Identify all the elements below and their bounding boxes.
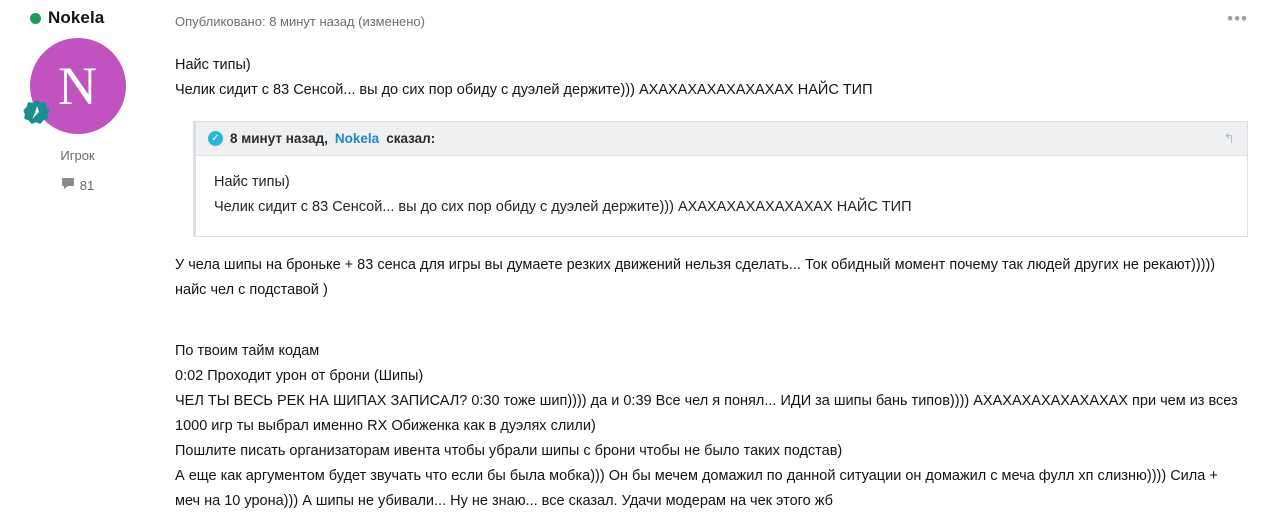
quote-author-link[interactable]: Nokela bbox=[334, 131, 380, 146]
post-options-icon[interactable]: ••• bbox=[1227, 9, 1248, 28]
speech-bubble-icon bbox=[61, 177, 75, 193]
post-body-middle bbox=[175, 253, 1248, 303]
author-name-row[interactable] bbox=[0, 8, 155, 28]
quote-block bbox=[193, 121, 1248, 237]
author-title: Игрок bbox=[60, 148, 95, 163]
post-header bbox=[175, 9, 1248, 29]
post-body-bottom bbox=[175, 339, 1248, 514]
post-body-line: Пошлите писать организаторам ивента чтобы убрали шипы с брони чтобы не было таких подстав) bbox=[175, 443, 843, 459]
post-body-line: меч на 10 урона))) А шипы не убивали... Ну не знаю... все сказал. Удачи модерам на чек этого жб bbox=[175, 493, 833, 509]
post-body-line: По твоим тайм кодам bbox=[175, 343, 320, 359]
author-message-count[interactable] bbox=[0, 177, 155, 193]
post-body-spacer bbox=[175, 303, 1248, 333]
post-body-line: А еще как аргументом будет звучать что если бы была мобка))) Он бы мечем домажил по данной ситуации он домажил с меча фулл хп слизню)))) Сила + bbox=[175, 468, 1218, 484]
quote-body bbox=[196, 156, 1247, 236]
quote-line: Найс типы) bbox=[214, 174, 290, 190]
post-body-top bbox=[175, 53, 1248, 103]
quote-line: Челик сидит с 83 Сенсой... вы до сих пор обиду с дуэлей держите))) АХАХАХАХАХАХАХАХ НАЙС ТИП bbox=[214, 199, 912, 215]
quote-header bbox=[196, 122, 1247, 156]
post-body-line: У чела шипы на броньке + 83 сенса для игры вы думаете резких движений нельзя сделать... Ток обидный момент почему так людей других не рекают))))) bbox=[175, 257, 1216, 273]
avatar-wrap bbox=[30, 38, 126, 134]
post-body-line: ЧЕЛ ТЫ ВЕСЬ РЕК НА ШИПАХ ЗАПИСАЛ? 0:30 тоже шип)))) да и 0:39 Все чел я понял... ИДИ за шипы бань типов)))) АХАХАХАХАХАХАХАХ при чем из всез bbox=[175, 393, 1238, 409]
post-body-line: 0:02 Проходит урон от брони (Шипы) bbox=[175, 368, 424, 384]
author-name[interactable]: Nokela bbox=[48, 8, 105, 27]
post-content-column bbox=[155, 0, 1270, 514]
check-circle-icon: ✓ bbox=[208, 131, 223, 146]
post-body-line: Челик сидит с 83 Сенсой... вы до сих пор обиду с дуэлей держите))) АХАХАХАХАХАХАХАХ НАЙС ТИП bbox=[175, 82, 873, 98]
post-body-line: Найс типы) bbox=[175, 57, 251, 73]
post-timestamp: Опубликовано: 8 минут назад (изменено) bbox=[175, 14, 425, 29]
shield-badge-icon bbox=[22, 98, 52, 128]
quote-said-label: сказал: bbox=[386, 131, 436, 146]
quote-header-left bbox=[208, 131, 435, 146]
post-body-line: 1000 игр ты выбрал именно RX Обиженка как в дуэлях слили) bbox=[175, 418, 596, 434]
online-status-icon bbox=[30, 13, 41, 24]
post-author-column bbox=[0, 0, 155, 514]
avatar[interactable]: N bbox=[30, 38, 126, 134]
quote-time: 8 минут назад, bbox=[230, 131, 328, 146]
post-body-line: найс чел с подставой ) bbox=[175, 282, 328, 298]
message-count-value: 81 bbox=[79, 177, 95, 193]
quote-jump-icon[interactable]: ↰ bbox=[1223, 130, 1235, 146]
